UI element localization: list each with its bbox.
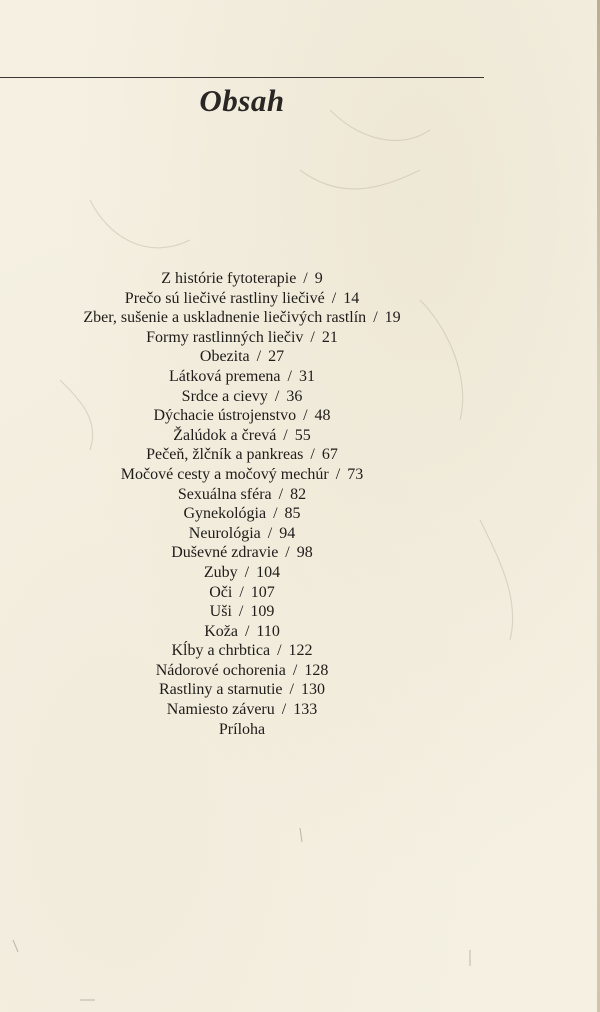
toc-entry — [0, 504, 484, 524]
toc-entry — [0, 269, 484, 289]
toc-entry-title: Duševné zdravie — [171, 544, 279, 562]
toc-entry-separator: / — [303, 407, 308, 425]
toc-entry — [0, 387, 484, 407]
toc-entry — [0, 426, 484, 446]
header-rule — [0, 77, 484, 78]
toc-entry — [0, 622, 484, 642]
table-of-contents — [0, 269, 484, 739]
toc-entry-separator: / — [238, 603, 244, 621]
toc-entry-separator: / — [310, 328, 315, 346]
toc-entry-page-number: 98 — [296, 544, 313, 562]
toc-entry-page-number: 130 — [300, 681, 325, 699]
toc-entry-page-number: 110 — [256, 622, 280, 640]
toc-entry — [0, 602, 484, 622]
toc-entry-title: Sexuálna sféra — [177, 485, 272, 503]
toc-entry-page-number: 14 — [343, 289, 360, 307]
toc-entry-title: Uši — [209, 603, 232, 621]
toc-entry-separator: / — [256, 348, 262, 366]
toc-entry — [0, 308, 484, 328]
toc-entry-page-number: 85 — [284, 505, 301, 523]
toc-entry-title: Koža — [204, 622, 238, 640]
toc-entry-page-number: 55 — [294, 426, 311, 444]
toc-entry — [0, 445, 484, 465]
toc-entry-separator: / — [303, 270, 308, 287]
toc-entry — [0, 367, 484, 387]
toc-entry-separator: / — [335, 465, 341, 483]
toc-entry-page-number: 73 — [347, 465, 364, 483]
toc-entry-page-number: 19 — [384, 309, 401, 327]
toc-entry-title: Srdce a cievy — [181, 387, 268, 405]
toc-entry-title: Rastliny a starnutie — [159, 681, 283, 699]
toc-entry-separator: / — [331, 289, 337, 307]
toc-entry-title: Žalúdok a črevá — [173, 426, 277, 444]
toc-entry-title: Formy rastlinných liečiv — [146, 328, 304, 346]
toc-entry — [0, 485, 484, 505]
toc-entry — [0, 720, 484, 740]
toc-entry-title: Príloha — [218, 720, 266, 738]
toc-entry-title: Kĺby a chrbtica — [171, 642, 271, 660]
toc-entry-title: Pečeň, žlčník a pankreas — [146, 446, 304, 464]
toc-entry — [0, 524, 484, 544]
toc-entry-separator: / — [289, 681, 294, 699]
toc-entry — [0, 347, 484, 367]
toc-entry-title: Obezita — [199, 348, 250, 366]
toc-entry-separator: / — [278, 485, 284, 503]
toc-entry-page-number: 94 — [279, 524, 296, 542]
toc-entry — [0, 543, 484, 563]
toc-entry-title: Oči — [209, 583, 233, 601]
toc-entry-page-number: 36 — [286, 387, 303, 405]
toc-entry-separator: / — [310, 446, 315, 464]
toc-entry-title: Namiesto záveru — [166, 701, 275, 719]
toc-entry-separator: / — [281, 701, 287, 719]
toc-entry — [0, 661, 484, 681]
toc-entry-page-number: 9 — [314, 270, 323, 287]
toc-entry-title: Gynekológia — [183, 505, 267, 523]
toc-entry-title: Nádorové ochorenia — [155, 661, 286, 679]
toc-entry-separator: / — [373, 309, 378, 327]
toc-entry-page-number: 82 — [290, 485, 307, 503]
toc-entry-page-number: 128 — [304, 661, 329, 679]
toc-entry-separator: / — [244, 563, 250, 581]
toc-entry-page-number: 133 — [293, 701, 318, 719]
toc-entry — [0, 289, 484, 309]
toc-entry-separator: / — [283, 426, 288, 444]
toc-entry-page-number: 21 — [321, 328, 338, 346]
toc-entry-page-number: 27 — [268, 348, 285, 366]
toc-entry-page-number: 104 — [256, 563, 281, 581]
toc-entry-title: Zber, sušenie a uskladnenie liečivých rastlín — [83, 309, 367, 327]
toc-entry-title: Látková premena — [169, 367, 281, 385]
toc-entry — [0, 680, 484, 700]
toc-entry — [0, 465, 484, 485]
toc-entry-separator: / — [285, 544, 290, 562]
page-title: Obsah — [199, 83, 285, 118]
toc-entry — [0, 328, 484, 348]
toc-entry-title: Neurológia — [188, 524, 261, 542]
toc-entry-title: Prečo sú liečivé rastliny liečivé — [124, 289, 325, 307]
toc-entry-page-number: 67 — [321, 446, 338, 464]
toc-entry — [0, 563, 484, 583]
toc-entry-separator: / — [273, 505, 278, 523]
toc-entry — [0, 641, 484, 661]
toc-entry-separator: / — [292, 661, 298, 679]
toc-entry-title: Močové cesty a močový mechúr — [120, 465, 329, 483]
toc-entry-page-number: 107 — [250, 583, 275, 601]
toc-entry-separator: / — [277, 642, 282, 660]
toc-entry — [0, 406, 484, 426]
toc-entry-title: Zuby — [203, 563, 238, 581]
toc-entry-separator: / — [239, 583, 244, 601]
toc-entry-page-number: 122 — [288, 642, 313, 660]
toc-entry-title: Dýchacie ústrojenstvo — [153, 407, 297, 425]
toc-entry — [0, 583, 484, 603]
toc-entry-page-number: 48 — [314, 407, 331, 425]
toc-entry-page-number: 109 — [250, 603, 275, 621]
toc-entry-separator: / — [267, 524, 273, 542]
toc-entry-separator: / — [287, 367, 292, 385]
toc-entry-title: Z histórie fytoterapie — [161, 270, 297, 287]
toc-entry — [0, 700, 484, 720]
toc-entry-page-number: 31 — [298, 367, 315, 385]
toc-entry-separator: / — [274, 387, 280, 405]
toc-entry-separator: / — [244, 622, 250, 640]
